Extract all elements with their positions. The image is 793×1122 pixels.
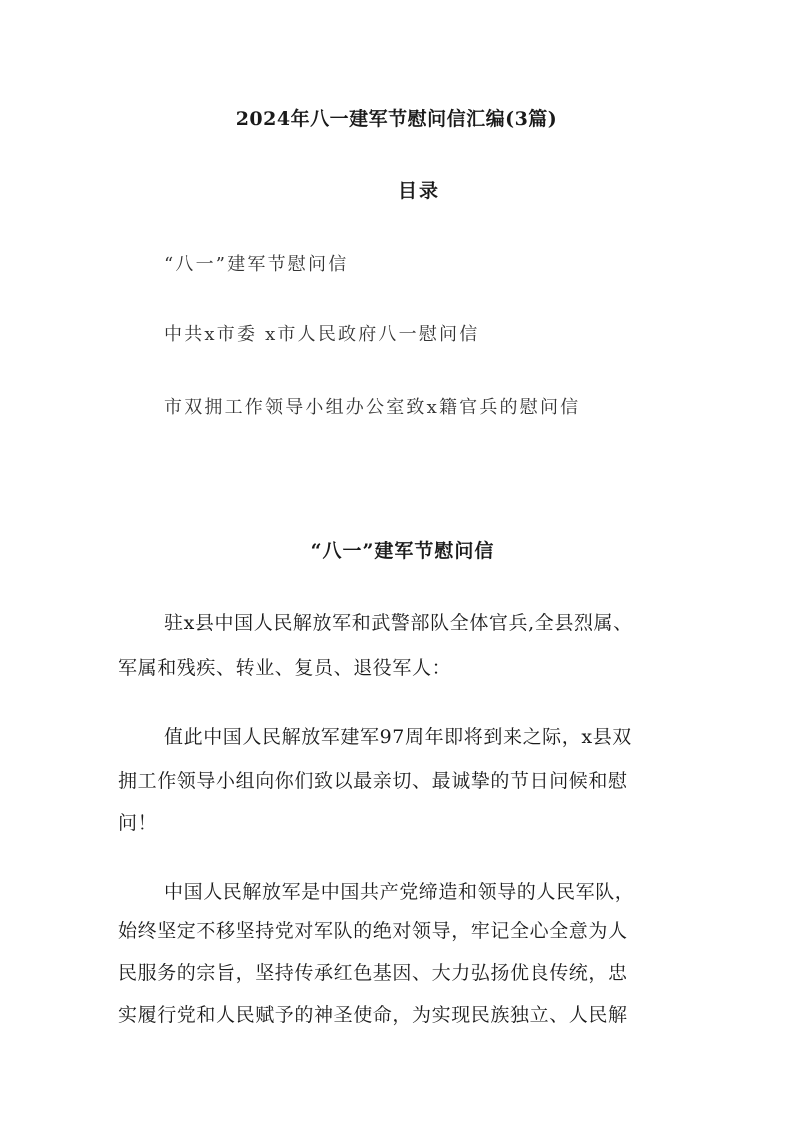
toc-item-2[interactable]: 中共x市委 x市人民政府八一慰问信 — [164, 324, 480, 345]
section-title: “八一”建军节慰问信 — [310, 540, 495, 562]
paragraph-3-line-1: 中国人民解放军是中国共产党缔造和领导的人民军队， — [164, 881, 635, 903]
paragraph-3-line-2: 始终坚定不移坚持党对军队的绝对领导，牢记全心全意为人 — [118, 920, 628, 942]
paragraph-3-line-4: 实履行党和人民赋予的神圣使命，为实现民族独立、人民解 — [118, 1004, 628, 1026]
paragraph-2-line-3: 问！ — [118, 812, 158, 834]
toc-heading: 目录 — [397, 180, 440, 202]
document-title: 2024年八一建军节慰问信汇编(3篇) — [235, 108, 558, 130]
toc-item-3[interactable]: 市双拥工作领导小组办公室致x籍官兵的慰问信 — [164, 397, 581, 418]
paragraph-1-line-1: 驻x县中国人民解放军和武警部队全体官兵,全县烈属、 — [164, 612, 633, 634]
paragraph-2-line-2: 拥工作领导小组向你们致以最亲切、最诚挚的节日问候和慰 — [118, 770, 628, 792]
toc-item-1[interactable]: “八一”建军节慰问信 — [164, 254, 349, 275]
paragraph-3-line-3: 民服务的宗旨，坚持传承红色基因、大力弘扬优良传统，忠 — [118, 962, 628, 984]
paragraph-1-line-2: 军属和残疾、转业、复员、退役军人： — [118, 657, 452, 679]
paragraph-2-line-1: 值此中国人民解放军建军97周年即将到来之际，x县双 — [164, 726, 632, 748]
